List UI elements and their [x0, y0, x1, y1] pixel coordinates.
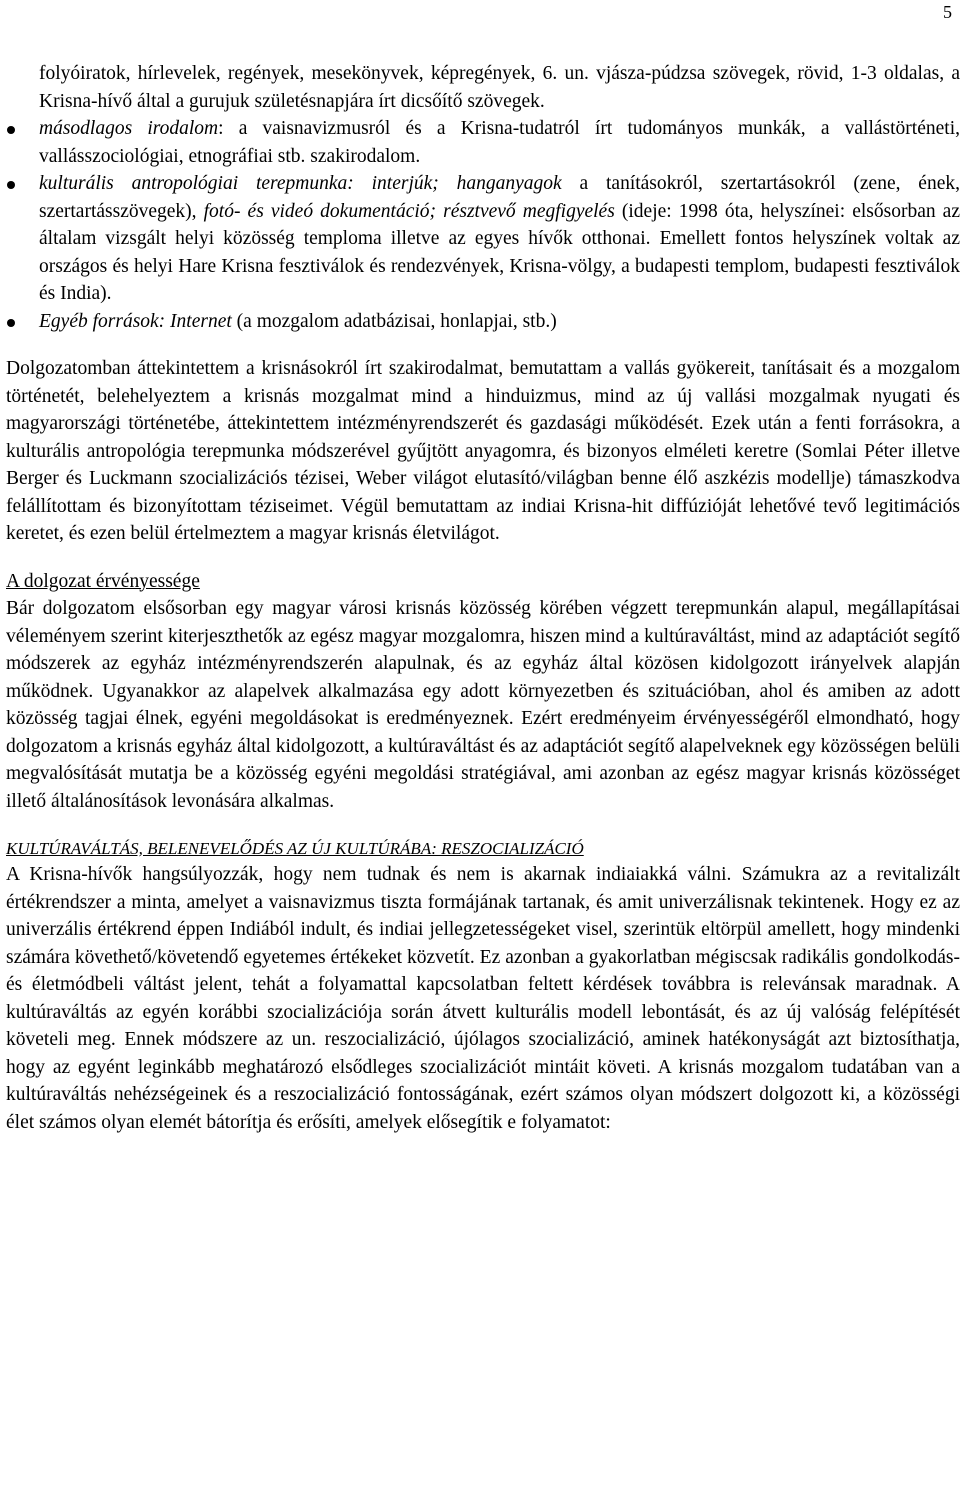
list-item-text: (a mozgalom adatbázisai, honlapjai, stb.): [231, 310, 557, 332]
list-item-term: Egyéb források: Internet: [39, 310, 232, 332]
list-item-other-sources: [6, 308, 960, 336]
section-paragraph: A Krisna-hívők hangsúlyozzák, hogy nem tudnak és nem is akarnak indiaiakká válni. Számukra az a revitalizált értékrendszer a minta, amelyet a vaisnavizmus tiszta formájának tartanak, és amit univerzálisnak tekintenek. Hogy ez az univerzális értékrend éppen Indiából indult, és indiai jellegzetességeket visel, szerintük eltörpül amellett, hogy mindenki számára követhető/követendő egyetemes értékeket közvetít. Ez azonban a gyakorlatban mégiscsak radikális gondolkodás- és életmódbeli váltást jelent, tehát a folyamattal kapcsolatban feltett kérdések továbbra is relevánsak maradnak. A kultúraváltás az egyén korábbi szocializációja során átvett kulturális modell lebontását, és az új valóság felépítését követeli meg. Ennek módszere az un. reszocializáció, újólagos szocializáció, aminek hatékonyságát azt biztosíthatja, hogy az egyént leginkább meghatározó elsődleges szocializációt mintáit követi. A krisnás mozgalom tudatában van a kultúraváltás nehézségeinek és a reszocializáció fontosságának, ezért számos olyan módszert dolgozott ki, a közösségi élet számos olyan elemét bátorítja és erősíti, amelyek elősegítik e folyamatot:: [6, 864, 960, 1133]
bullet-icon: [7, 181, 15, 189]
list-item-term: másodlagos irodalom: [39, 118, 219, 139]
validity-paragraph: Bár dolgozatom elsősorban egy magyar városi krisnás közösség körében végzett terepmunkán alapul, megállapításai véleményem szerint kiterjeszthetők az egész magyar mozgalomra, hiszen mind a kultúraváltást, mind az adaptációt segítő módszerek az egyház intézményrendszerén alapulnak, és az egyház által közösen kidolgozott irányelvek alapján működnek. Ugyanakkor az alapelvek alkalmazása egy adott környezetben és szituációban, ahol és amiben az adott közösség tagjai élnek, egyéni megoldásokat is eredményeznek. Ezért eredményeim érvényességéről elmondható, hogy dolgozatom a krisnás egyház által kidolgozott, a kultúraváltást és az adaptációt segítő alapelveknek egy közösségen belüli megvalósítását mutatja be a közösség egyéni megoldási stratégiával, ami azonban az egész magyar krisnás közösséget illető általánosítások levonására alkalmas.: [6, 598, 960, 812]
list-item-text: : a vaisnavizmusról és a Krisna-tudatról írt tudományos munkák, a vallástörténeti, vallásszociológiai, etnográfiai stb. szakirodalom.: [39, 118, 960, 167]
list-item-text: a tanításokról, szertartásokról (zene, ének, szertartásszövegek),: [39, 173, 960, 222]
list-item-fieldwork: [6, 170, 960, 308]
document-body: [6, 60, 960, 1136]
list-item-term: kulturális antropológiai terepmunka: interjúk; hanganyagok: [39, 173, 562, 194]
list-item-term: fotó- és videó dokumentáció; résztvevő megfigyelés: [203, 200, 615, 222]
bullet-icon: [7, 319, 15, 327]
list-item-secondary-literature: [6, 115, 960, 170]
intro-continuation: folyóiratok, hírlevelek, regények, mesekönyvek, képregények, 6. un. vjásza-púdzsa szövegek, rövid, 1-3 oldalas, a Krisna-hívő által a gurujuk születésnapjára írt dicsőítő szövegek.: [39, 63, 960, 112]
validity-heading: A dolgozat érvényessége: [6, 570, 200, 592]
summary-paragraph: Dolgozatomban áttekintettem a krisnásokról írt szakirodalmat, bemutattam a vallás gyökereit, tanításait és a mozgalom történetét, belehelyeztem a krisnás mozgalmat mind a hinduizmus, mind az új vallási mozgalmak nyugati és magyarországi történetébe, áttekintettem intézményrendszerét és gazdasági működését. Ezek után a fenti forrásokra, a kulturális antropológia terepmunka módszerével gyűjtött anyagomra, és bizonyos elméleti keretre (Somlai Péter illetve Berger és Luckmann szocializációs tézisei, Weber világot elutasító/világban benne élő aszkézis modellje) támaszkodva felállítottam és bizonyítottam téziseimet. Végül bemutattam az indiai Krisna-hit diffúzióját lehetővé tevő legitimációs keretet, és ezen belül értelmeztem a magyar krisnás életvilágot.: [6, 358, 960, 544]
page-number: 5: [943, 2, 952, 22]
section-heading: KULTÚRAVÁLTÁS, BELENEVELŐDÉS AZ ÚJ KULTÚRÁBA: RESZOCIALIZÁCIÓ: [6, 839, 584, 858]
list-item-text: (ideje: 1998 óta, helyszínei: elsősorban az általam vizsgált helyi közösség temploma illetve az egyes hívők otthonai. Emellett fontos helyszínek voltak az országos és helyi Hare Krisna fesztiválok és rendezvények, Krisna-völgy, a budapesti templom, budapesti fesztiválok és India).: [39, 200, 960, 304]
bullet-icon: [7, 126, 15, 134]
